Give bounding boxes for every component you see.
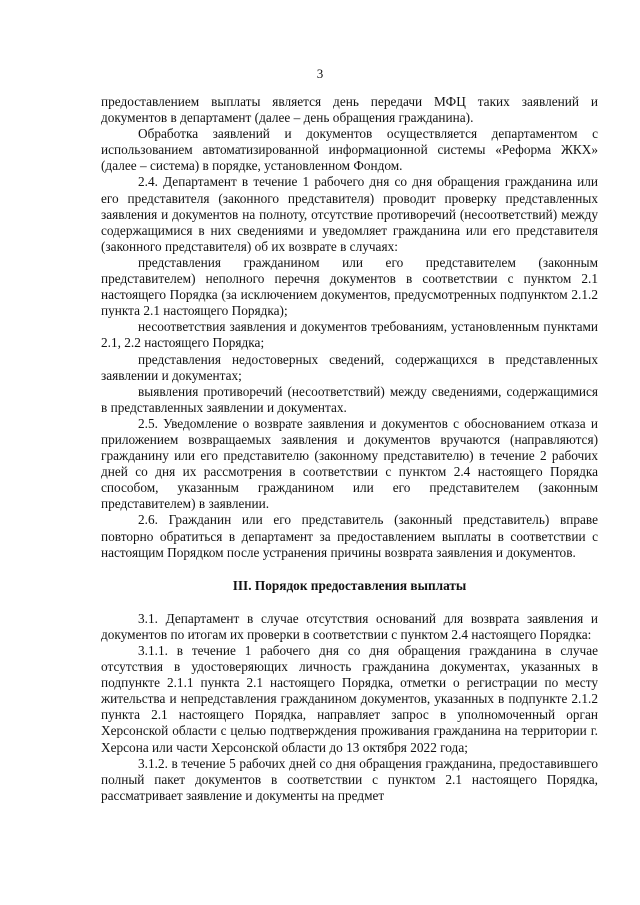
paragraph: представления недостоверных сведений, содержащихся в представленных заявлении и документах;	[101, 351, 598, 383]
paragraph: представления гражданином или его представителем (законным представителем) неполного перечня документов в соответствии с пунктом 2.1 настоящего Порядка (за исключением документов, предусмотренных подпунктом 2.1.2 пункта 2.1 настоящего Порядка);	[101, 254, 598, 319]
paragraph: 2.6. Гражданин или его представитель (законный представитель) вправе повторно обратиться в департамент за предоставлением выплаты в соответствии с настоящим Порядком после устранения причины возврата заявления и документов.	[101, 512, 598, 560]
paragraph: Обработка заявлений и документов осуществляется департаментом с использованием автоматизированной информационной системы «Реформа ЖКХ» (далее – система) в порядке, установленном Фондом.	[101, 126, 598, 174]
paragraph: 2.5. Уведомление о возврате заявления и документов с обоснованием отказа и приложением возвращаемых заявления и документов вручаются (направляются) гражданину или его представителю (законному представителю) в течение 2 рабочих дней со дня их рассмотрения в соответствии с пунктом 2.4 настоящего Порядка способом, указанным гражданином или его представителем (законным представителем) в заявлении.	[101, 415, 598, 512]
paragraph: 3.1.1. в течение 1 рабочего дня со дня обращения гражданина в случае отсутствия в удостоверяющих личность гражданина документах, указанных в подпункте 2.1.1 пункта 2.1 настоящего Порядка, отметки о регистрации по месту жительства и непредставления гражданином документов, указанных в подпункте 2.1.2 пункта 2.1 настоящего Порядка, направляет запрос в уполномоченный орган Херсонской области с целью подтверждения проживания гражданина на территории г. Херсона или части Херсонской области до 13 октября 2022 года;	[101, 643, 598, 755]
paragraph: 3.1.2. в течение 5 рабочих дней со дня обращения гражданина, предоставившего полный пакет документов в соответствии с пунктом 2.1 настоящего Порядка, рассматривает заявление и документы на предмет	[101, 755, 598, 803]
paragraph: 3.1. Департамент в случае отсутствия оснований для возврата заявления и документов по итогам их проверки в соответствии с пунктом 2.4 настоящего Порядка:	[101, 610, 598, 642]
paragraph: 2.4. Департамент в течение 1 рабочего дня со дня обращения гражданина или его представителя (законного представителя) проводит проверку представленных заявления и документов на полноту, отсутствие противоречий (несоответствий) между содержащимися в них сведениями и уведомляет гражданина или его представителя (законного представителя) об их возврате в случаях:	[101, 174, 598, 254]
paragraph: выявления противоречий (несоответствий) между сведениями, содержащимися в представленных заявлении и документах.	[101, 383, 598, 415]
section-heading: III. Порядок предоставления выплаты	[232, 577, 467, 593]
paragraph: предоставлением выплаты является день передачи МФЦ таких заявлений и документов в департамент (далее – день обращения гражданина).	[101, 94, 598, 126]
page-number: 3	[316, 66, 324, 81]
paragraph: несоответствия заявления и документов требованиям, установленным пунктами 2.1, 2.2 настоящего Порядка;	[101, 319, 598, 351]
document-body	[101, 94, 598, 804]
